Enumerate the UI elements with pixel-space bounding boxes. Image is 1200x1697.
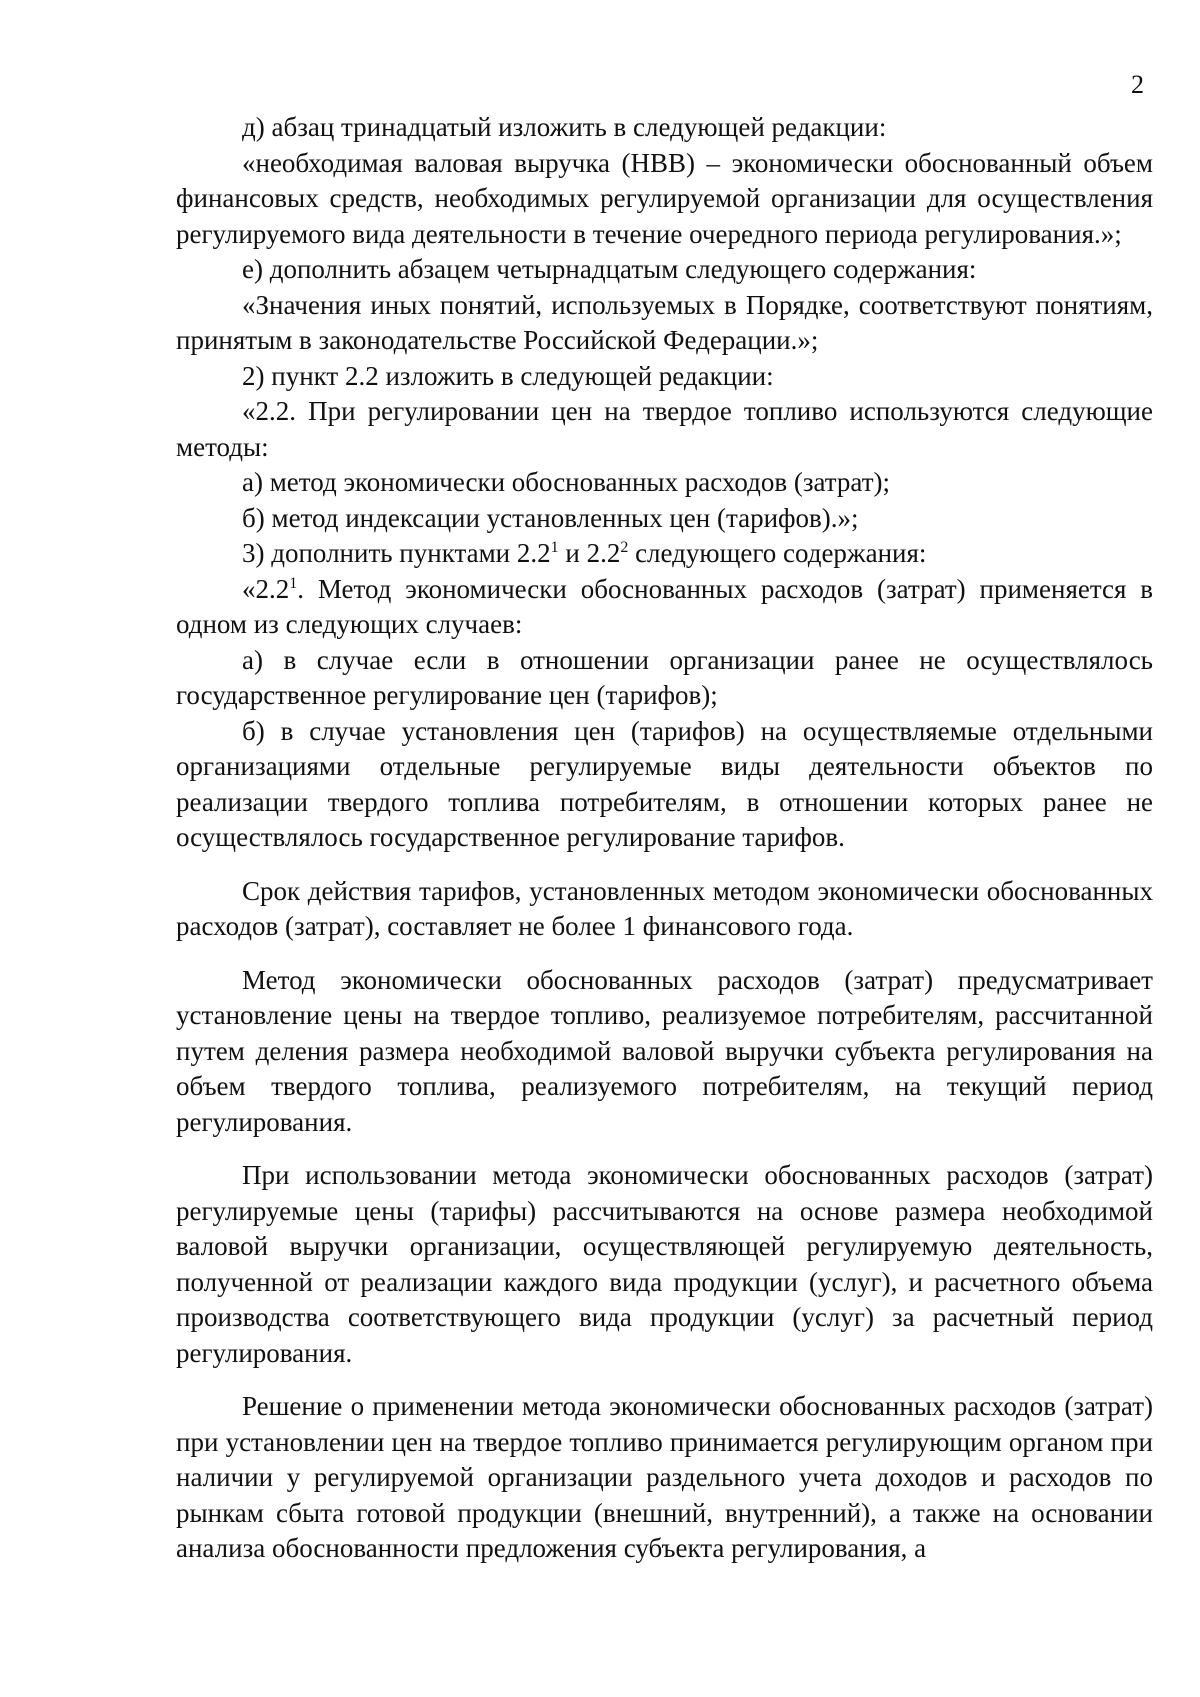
paragraph: е) дополнить абзацем четырнадцатым следующего содержания:: [242, 254, 977, 284]
paragraph: [176, 572, 1153, 643]
paragraph-text: 3) дополнить пунктами 2.2: [242, 538, 551, 568]
superscript: 1: [289, 574, 298, 592]
paragraph-text: . Метод экономически обоснованных расходов (затрат) применяется в одном из следующих случаев:: [176, 573, 1153, 639]
paragraph: Метод экономически обоснованных расходов (затрат) предусматривает установление цены на твердое топливо, реализуемое потребителям, рассчитанной путем деления размера необходимой валовой выручки субъекта регулирования на объем твердого топлива, реализуемого потребителям, на текущий период регулирования.: [176, 964, 1153, 1137]
paragraph: а) метод экономически обоснованных расходов (затрат);: [242, 467, 890, 497]
paragraph-text: «2.2: [242, 573, 290, 604]
superscript: 1: [550, 539, 559, 556]
paragraph: При использовании метода экономически обоснованных расходов (затрат) регулируемые цены (тарифы) рассчитываются на основе размера необходимой валовой выручки организации, осуществляющей регулируемую деятельность, полученной от реализации каждого вида продукции (услуг), и расчетного объема производства соответствующего вида продукции (услуг) за расчетный период регулирования.: [176, 1160, 1153, 1368]
paragraph: «Значения иных понятий, используемых в Порядке, соответствуют понятиям, принятым в законодательстве Российской Федерации.»;: [176, 289, 1153, 355]
paragraph: б) метод индексации установленных цен (тарифов).»;: [242, 502, 859, 533]
paragraph-text: и 2.2: [558, 538, 621, 568]
paragraph: 2) пункт 2.2 изложить в следующей редакции:: [242, 360, 774, 391]
paragraph: Срок действия тарифов, установленных методом экономически обоснованных расходов (затрат), составляет не более 1 финансового года.: [176, 875, 1153, 941]
document-body: [176, 110, 1153, 1567]
paragraph: [176, 536, 1153, 572]
page-number: 2: [1131, 70, 1144, 99]
paragraph-text: следующего содержания:: [628, 538, 927, 568]
paragraph: б) в случае установления цен (тарифов) на осуществляемые отдельными организациями отдельные регулируемые виды деятельности объектов по реализации твердого топлива потребителям, в отношении которых ранее не осуществлялось государственное регулирование тарифов.: [176, 715, 1153, 852]
paragraph: «2.2. При регулировании цен на твердое топливо используются следующие методы:: [176, 396, 1153, 462]
paragraph: а) в случае если в отношении организации ранее не осуществлялось государственное регулирование цен (тарифов);: [176, 644, 1153, 710]
paragraph: «необходимая валовая выручка (НВВ) – экономически обоснованный объем финансовых средств, необходимых регулируемой организации для осуществления регулируемого вида деятельности в течение очередного периода регулирования.»;: [176, 147, 1153, 249]
paragraph: Решение о применении метода экономически обоснованных расходов (затрат) при установлении цен на твердое топливо принимается регулирующим органом при наличии у регулируемой организации раздельного учета доходов и расходов по рынкам сбыта готовой продукции (внешний, внутренний), а также на основании анализа обоснованности предложения субъекта регулирования, а: [176, 1391, 1153, 1563]
paragraph: д) абзац тринадцатый изложить в следующей редакции:: [242, 112, 887, 142]
superscript: 2: [620, 539, 629, 556]
